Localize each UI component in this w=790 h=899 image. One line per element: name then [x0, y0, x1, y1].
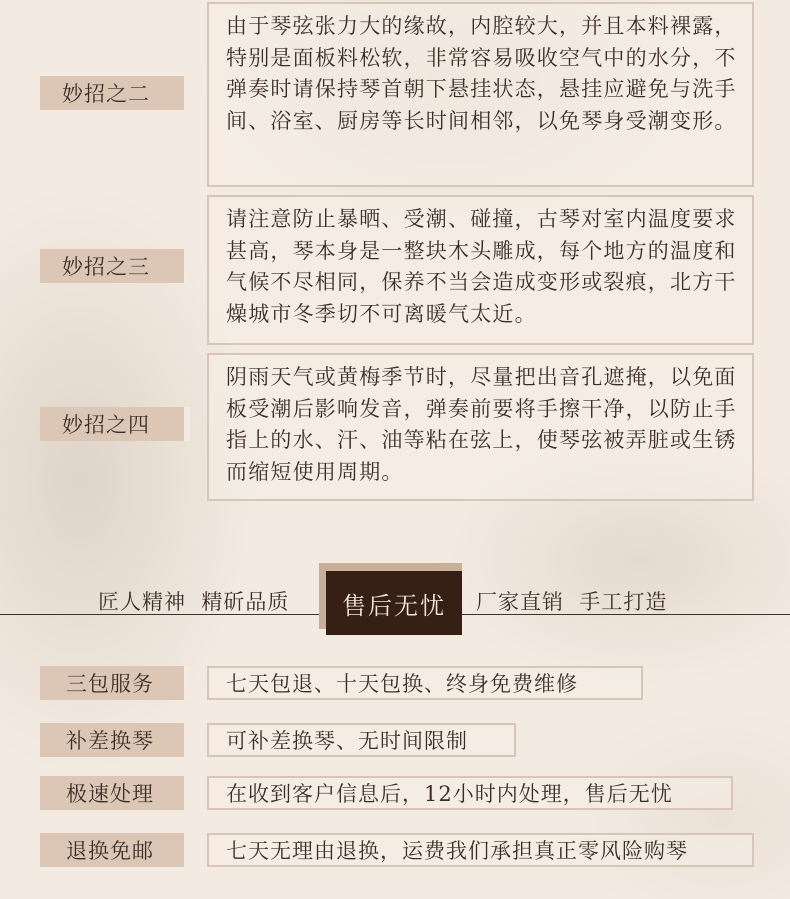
service-label-warranty: 三包服务	[40, 666, 190, 700]
service-value-warranty: 七天包退、十天包换、终身免费维修	[207, 666, 643, 700]
after-sales-badge: 售后无忧	[326, 571, 462, 635]
service-label-exchange: 补差换琴	[40, 723, 190, 757]
slogan-left: 匠人精神 精斫品质	[98, 590, 290, 614]
service-value-free-return: 七天无理由退换，运费我们承担真正零风险购琴	[207, 833, 754, 867]
slogan-right: 厂家直销 手工打造	[476, 590, 668, 614]
service-value-exchange: 可补差换琴、无时间限制	[207, 723, 516, 757]
tip-text-4: 阴雨天气或黄梅季节时，尽量把出音孔遮掩，以免面板受潮后影响发音，弹奏前要将手擦干净，以防止手指上的水、汗、油等粘在弦上，使琴弦被弄脏或生锈而缩短使用周期。	[207, 353, 754, 501]
tip-label-3: 妙招之三	[40, 249, 190, 283]
tip-text-3: 请注意防止暴晒、受潮、碰撞，古琴对室内温度要求甚高，琴本身是一整块木头雕成，每个地方的温度和气候不尽相同，保养不当会造成变形或裂痕，北方干燥城市冬季切不可离暖气太近。	[207, 195, 754, 345]
service-label-fast-handling: 极速处理	[40, 776, 190, 810]
tip-label-4: 妙招之四	[40, 407, 190, 441]
tip-label-2: 妙招之二	[40, 76, 190, 110]
service-value-fast-handling: 在收到客户信息后，12小时内处理，售后无忧	[207, 776, 733, 810]
service-label-free-return: 退换免邮	[40, 833, 190, 867]
tip-text-2: 由于琴弦张力大的缘故，内腔较大，并且本料裸露，特别是面板料松软，非常容易吸收空气中的水分，不弹奏时请保持琴首朝下悬挂状态，悬挂应避免与洗手间、浴室、厨房等长时间相邻，以免琴身受潮变形。	[207, 2, 754, 187]
